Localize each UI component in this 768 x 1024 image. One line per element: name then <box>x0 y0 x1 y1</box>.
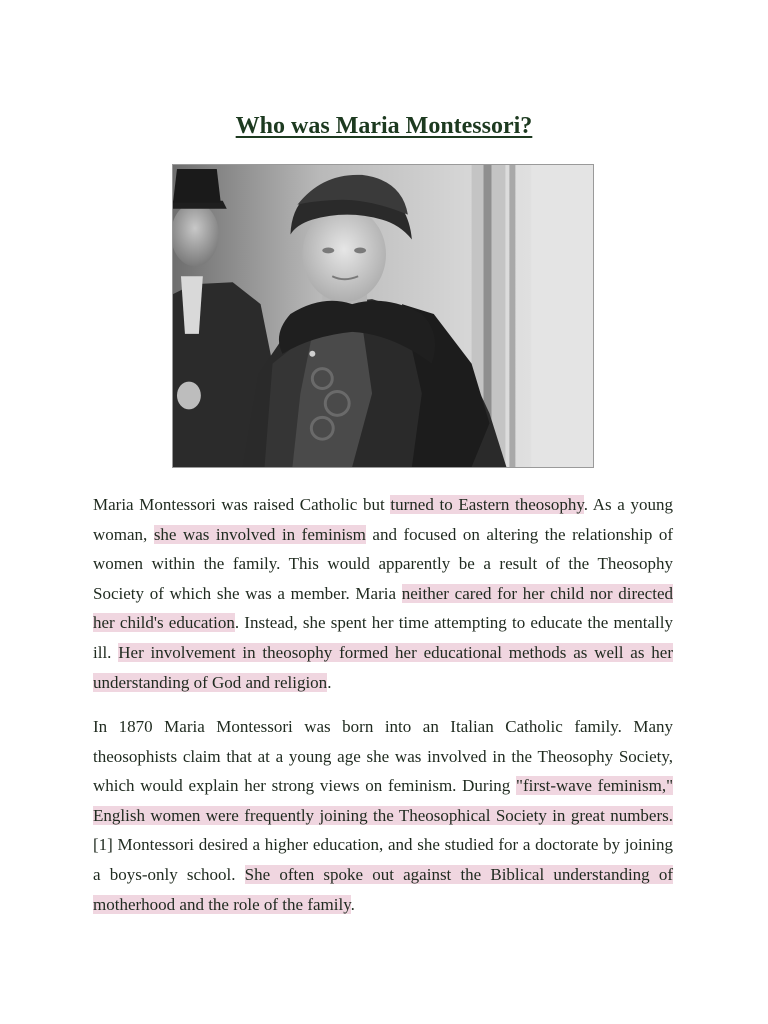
portrait-photo <box>172 164 594 468</box>
paragraph-1-highlight: neither cared for her child nor directed her child's education <box>93 583 673 633</box>
page-title: Who was Maria Montessori? <box>235 113 533 139</box>
paragraph-2-segment: In 1870 Maria Montessori was born into an Italian Catholic family. Many theosophists claim that at a young age she was involved in the Theosophy Society, which would explain her strong views on feminism. During <box>93 717 673 796</box>
paragraph-1-highlight: turned to Eastern theosophy <box>390 495 584 514</box>
paragraph-1-highlight: she was involved in feminism <box>153 524 366 544</box>
paragraph-2 <box>93 712 673 919</box>
portrait-photo-graphic <box>173 165 593 467</box>
paragraph-1-highlight: Her involvement in theosophy formed her educational methods as well as her understanding of God and religion <box>93 642 673 692</box>
paragraph-1-segment: Maria Montessori was raised Catholic but <box>93 495 391 514</box>
paragraph-1-segment: and focused on altering the relationship of women within the family. This would apparently be a result of the Theosophy Society of which she was a member. Maria <box>93 524 673 603</box>
paragraph-1 <box>93 490 673 697</box>
paragraph-2-highlight: "first-wave feminism," English women were frequently joining the Theosophical Society in great numbers. <box>93 776 674 825</box>
paragraph-1-segment: . <box>327 672 332 692</box>
paragraph-2-segment: [1] Montessori desired a higher education, and she studied for a doctorate by joining a boys-only school. <box>93 835 673 884</box>
paragraph-2-segment: . <box>350 894 355 914</box>
paragraph-1-segment: . Instead, she spent her time attempting to educate the mentally ill. <box>93 613 673 662</box>
paragraph-2-highlight: She often spoke out against the Biblical understanding of motherhood and the role of the family <box>93 864 673 914</box>
paragraph-1-segment: . As a young woman, <box>93 495 673 544</box>
